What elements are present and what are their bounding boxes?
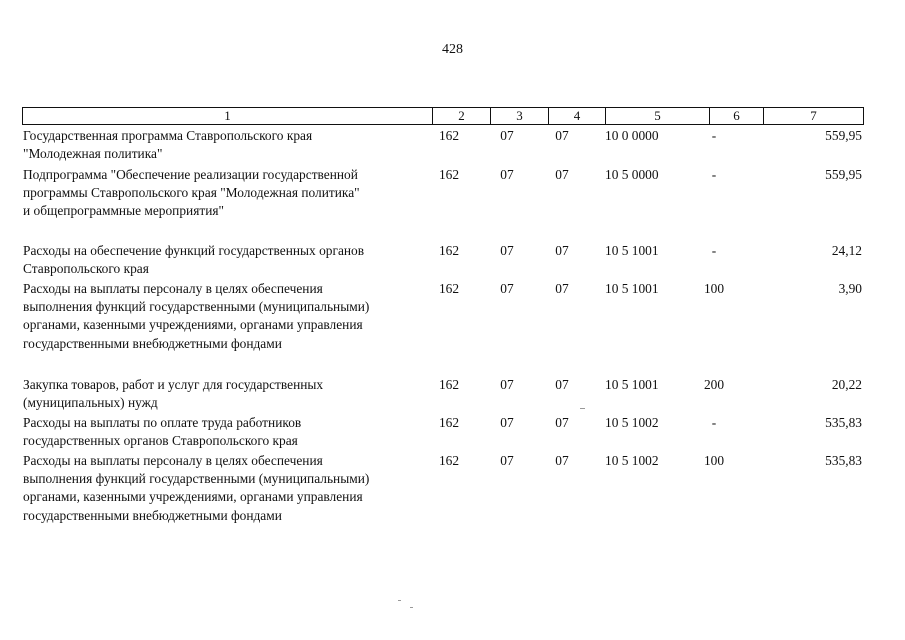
row-expense-type: 100 (703, 453, 725, 468)
row-amount: 24,12 (831, 243, 862, 258)
row-subsection-code: 07 (555, 415, 569, 430)
row-expense-type: - (711, 243, 717, 258)
header-cell-3: 3 (491, 108, 549, 124)
row-amount: 20,22 (831, 377, 862, 392)
header-cell-7: 7 (810, 108, 817, 123)
row-amount: 559,95 (825, 128, 862, 143)
table-header (22, 107, 864, 125)
scan-speck (410, 607, 413, 608)
row-target-code: 10 5 1002 (605, 415, 659, 430)
header-cell-2: 2 (433, 108, 491, 124)
header-cell-6: 6 (710, 108, 764, 124)
row-amount: 3,90 (838, 281, 862, 296)
row-name: Расходы на выплаты по оплате труда работников государственных органов Ставропольского края (23, 415, 302, 449)
row-subsection-code: 07 (555, 453, 569, 468)
row-section-code: 07 (500, 281, 514, 296)
row-admin-code: 162 (438, 377, 460, 392)
row-amount: 535,83 (825, 415, 862, 430)
scan-speck (398, 600, 401, 601)
row-target-code: 10 5 1001 (605, 377, 659, 392)
row-admin-code: 162 (438, 453, 460, 468)
row-section-code: 07 (500, 167, 514, 182)
row-expense-type: 200 (703, 377, 725, 392)
row-admin-code: 162 (438, 415, 460, 430)
header-cell-5: 5 (606, 108, 710, 124)
row-section-code: 07 (500, 415, 514, 430)
row-name: Закупка товаров, работ и услуг для государственных (муниципальных) нужд (23, 377, 324, 411)
row-expense-type: 100 (703, 281, 725, 296)
row-subsection-code: 07 (555, 281, 569, 296)
header-cell-4: 4 (549, 108, 606, 124)
row-name: Расходы на выплаты персоналу в целях обеспечения выполнения функций государственными (муниципальными) органами, казенными учреждениями, органами управления государственными внебюджетными фондами (23, 281, 370, 351)
row-subsection-code: 07 (555, 243, 569, 258)
row-target-code: 10 5 1002 (605, 453, 659, 468)
row-target-code: 10 5 0000 (605, 167, 659, 182)
row-expense-type: - (711, 415, 717, 430)
row-expense-type: - (711, 128, 717, 143)
header-cell-1: 1 (23, 108, 433, 124)
row-subsection-code: 07 (555, 128, 569, 143)
page-number: 428 (442, 42, 463, 57)
row-name: Расходы на обеспечение функций государственных органов Ставропольского края (23, 243, 365, 277)
row-section-code: 07 (500, 128, 514, 143)
row-expense-type: - (711, 167, 717, 182)
row-subsection-code: 07 (555, 377, 569, 392)
row-target-code: 10 5 1001 (605, 243, 659, 258)
row-admin-code: 162 (438, 281, 460, 296)
row-name: Расходы на выплаты персоналу в целях обеспечения выполнения функций государственными (муниципальными) органами, казенными учреждениями, органами управления государственными внебюджетными фондами (23, 453, 370, 523)
row-name: Государственная программа Ставропольского края "Молодежная политика" (23, 128, 313, 162)
row-subsection-code: 07 (555, 167, 569, 182)
row-target-code: 10 5 1001 (605, 281, 659, 296)
row-section-code: 07 (500, 243, 514, 258)
row-admin-code: 162 (438, 128, 460, 143)
scan-speck (580, 408, 585, 409)
row-admin-code: 162 (438, 167, 460, 182)
row-section-code: 07 (500, 377, 514, 392)
row-target-code: 10 0 0000 (605, 128, 659, 143)
row-section-code: 07 (500, 453, 514, 468)
row-amount: 535,83 (825, 453, 862, 468)
row-admin-code: 162 (438, 243, 460, 258)
row-amount: 559,95 (825, 167, 862, 182)
row-name: Подпрограмма "Обеспечение реализации государственной программы Ставропольского края "Молодежная политика" и общепрограммные мероприятия" (23, 167, 360, 219)
